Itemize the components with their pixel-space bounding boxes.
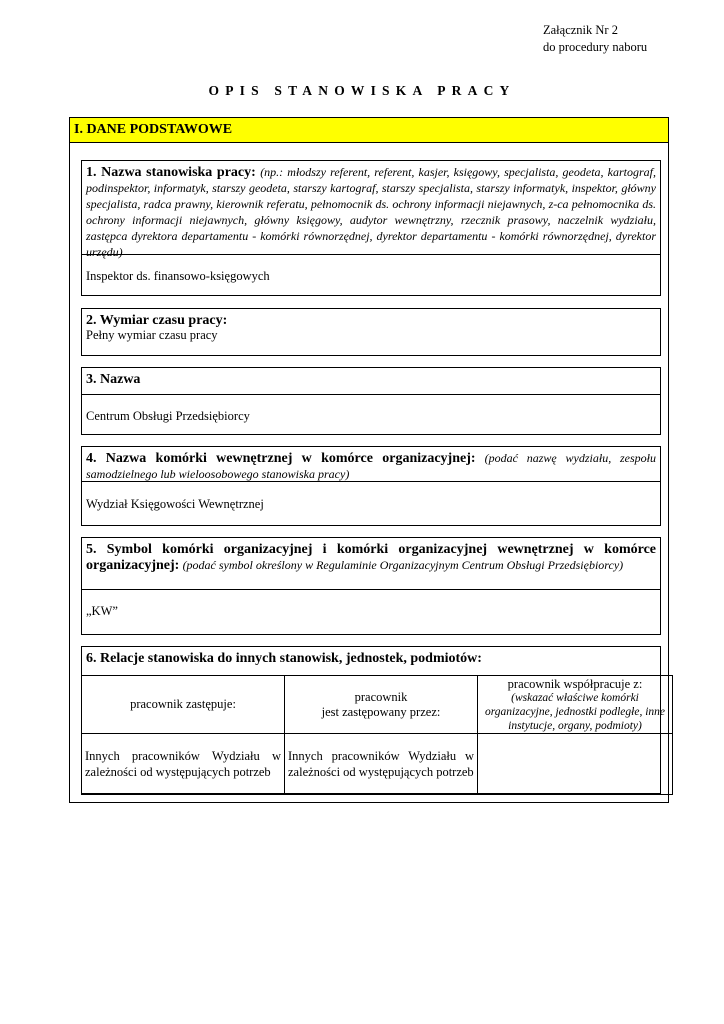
replaced-by-header-line-1: pracownik [354, 689, 408, 704]
cooperates-header-label: pracownik współpracuje z: [507, 676, 643, 691]
internal-unit-hint: (podać nazwę wydziału, zespołu samodzielnego lub wieloosobowego stanowiska pracy) [86, 451, 656, 481]
position-name-box [81, 160, 661, 296]
cooperates-header [478, 676, 673, 734]
working-time-label: 2. Wymiar czasu pracy: [86, 313, 228, 328]
working-time-box [81, 308, 661, 356]
name-value: Centrum Obsługi Przedsiębiorcy [86, 409, 250, 423]
section-header: I. DANE PODSTAWOWE [70, 118, 668, 143]
name-header [82, 368, 660, 395]
replaced-by-value: Innych pracowników Wydziału w zależności od występujących potrzeb [285, 734, 478, 795]
relations-label: 6. Relacje stanowiska do innych stanowisk, jednostek, podmiotów: [86, 651, 482, 666]
relations-header-row [82, 676, 673, 734]
annex-line-1: Załącznik Nr 2 [543, 23, 618, 37]
position-name-header [82, 161, 660, 259]
position-name-label: 1. Nazwa stanowiska pracy: [86, 165, 256, 180]
internal-unit-label: 4. Nazwa komórki wewnętrznej w komórce organizacyjnej: [86, 451, 476, 466]
working-time-value: Pełny wymiar czasu pracy [86, 328, 218, 342]
relations-value-row [82, 734, 673, 795]
basic-data-section [69, 117, 669, 803]
unit-symbol-box [81, 537, 661, 635]
unit-symbol-hint: (podać symbol określony w Regulaminie Organizacyjnym Centrum Obsługi Przedsiębiorcy) [182, 558, 624, 572]
unit-symbol-label: 5. Symbol komórki organizacyjnej i komórki organizacyjnej wewnętrznej w komórce organizacyjnej: [86, 542, 656, 573]
name-label: 3. Nazwa [86, 372, 141, 387]
replaces-value: Innych pracowników Wydziału w zależności od występujących potrzeb [82, 734, 285, 795]
internal-unit-box [81, 446, 661, 526]
unit-symbol-header [82, 538, 660, 590]
relations-box [81, 646, 666, 794]
internal-unit-header [82, 447, 660, 482]
relations-table [81, 675, 673, 795]
working-time-header [82, 309, 660, 328]
annex-line-2: do procedury naboru [543, 40, 648, 54]
annex-note [543, 22, 647, 56]
replaces-header: pracownik zastępuje: [82, 676, 285, 734]
relations-header [82, 647, 660, 675]
replaced-by-header-line-2: jest zastępowany przez: [321, 704, 441, 719]
unit-symbol-value: „KW” [86, 604, 118, 618]
position-name-value: Inspektor ds. finansowo-księgowych [86, 269, 270, 283]
internal-unit-value: Wydział Księgowości Wewnętrznej [86, 497, 264, 511]
cooperates-header-hint: (wskazać właściwe komórki organizacyjne, jednostki podległe, inne instytucje, organy, podmioty) [484, 691, 666, 732]
position-name-hint: (np.: młodszy referent, referent, kasjer, księgowy, specjalista, geodeta, kartograf, podinspektor, informatyk, starszy geodeta, starszy kartograf, starszy specjalista, starszy informatyk, inspektor, główny specjalista, radca prawny, kierownik referatu, pełnomocnik ds. ochrony informacji niejawnych, z-ca pełnomocnika ds. ochrony informacji niejawnych, główny księgowy, audytor wewnętrzny, rzecznik prasowy, naczelnik wydziału, zastępca dyrektora departamentu - komórki równorzędnej, dyrektor departamentu - komórki równorzędnej, dyrektor urzędu) [86, 165, 656, 259]
cooperates-value [478, 734, 673, 795]
name-box [81, 367, 661, 435]
replaced-by-header [285, 676, 478, 734]
document-title: OPIS STANOWISKA PRACY [208, 83, 516, 98]
